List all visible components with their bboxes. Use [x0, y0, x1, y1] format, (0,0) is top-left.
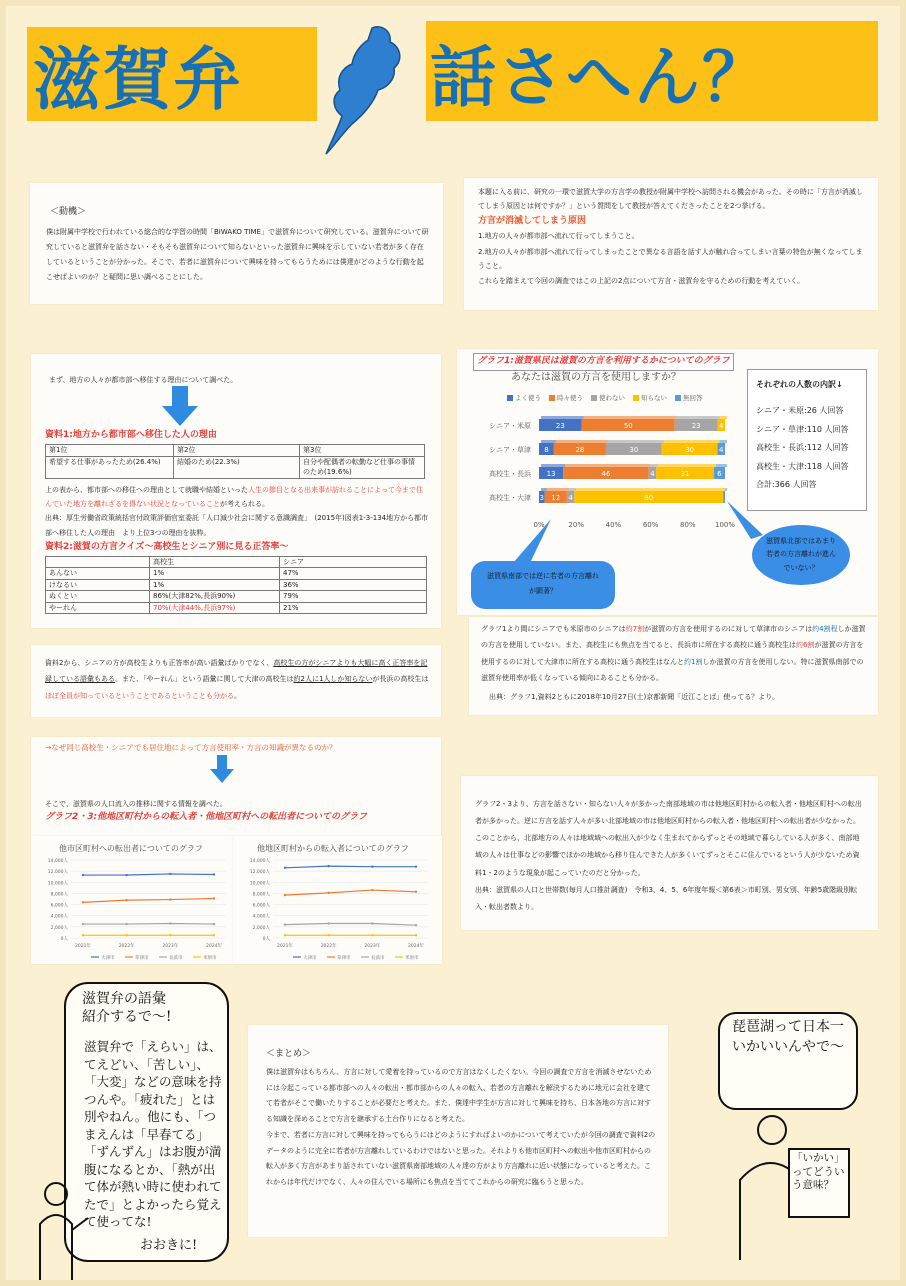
data-point [125, 874, 127, 876]
x-tick-label: 60% [642, 521, 659, 529]
bar-value-label: 6 [717, 470, 722, 478]
breakdown-item: 合計:366 人回答 [756, 479, 817, 489]
legend-label: 草津市 [135, 956, 149, 961]
data-point [82, 934, 84, 936]
bar-value-label: 30 [685, 446, 695, 454]
legend-entry [675, 394, 703, 402]
data-point [284, 894, 286, 896]
y-tick-label: 14,000人 [47, 859, 68, 864]
source2-cell: あんない [46, 568, 150, 580]
legend-swatch [591, 395, 597, 401]
bar-value-label: 23 [691, 422, 701, 430]
legend-label: 大津市 [303, 956, 317, 961]
x-tick-label: 100% [714, 521, 736, 529]
source2-title: 資料2:滋賀の方言クイズ〜高校生とシニア別に見る正答率〜 [45, 541, 289, 552]
legend-swatch [675, 395, 681, 401]
handwritten-vocab-body: 滋賀弁で「えらい」は、てえどい、「苦しい」、「大変」などの意味を持つんや。「疲れた」とは別やねん。他にも、「つまえんは「早春てる」「ずんずん」はお腹が満腹になるとか、「熱が出て体が熱い時に使われてたで」とよかったら覚えて使ってな! [84, 1039, 222, 1229]
bar-value-label: 46 [601, 470, 611, 478]
source2-cell: けなるい [46, 579, 150, 591]
source2-cell: 79% [280, 591, 427, 603]
chart-out-title: 他市区町村への転出者についてのグラフ [59, 844, 203, 853]
x-tick-label: 2023年 [364, 944, 381, 949]
chart-out-svg [31, 854, 233, 964]
legend-swatch [633, 395, 639, 401]
bar-value-label: 12 [551, 494, 561, 502]
graph23-analysis: グラフ2・3より、方言を話さない・知らない人々が多かった南部地域の市は他地区町村からの転入者・他地区町村への転出者が多かった。逆に方言を話す人々が多い北部地域の市は他地区町村からの転入者・他地区町村への転出者が少なかった。このことから、北部地方の人々は地域域への転出入が少なく生まれてからずっとその地域で暮らしている人が多く、南部地域の人々は仕事などの影響でほかの地域から移り住んできた人が多くいてずっとそこに住んでいるという人が少ないため資料1・2のような現象が起こっていたのだと分かった。 [475, 800, 862, 877]
x-tick-label: 40% [605, 521, 622, 529]
y-tick-label: 2,000人 [50, 925, 68, 931]
bar-segment-top [547, 488, 569, 491]
legend-label: 使わない [599, 394, 625, 402]
graph1-title: グラフ1:滋賀県民は滋賀の方言を利用するかについてのグラフ [473, 353, 734, 371]
handwritten-vocab-heading [82, 990, 172, 1026]
data-point [415, 891, 417, 893]
migration-intro: まず、地方の人々が都市部へ移住する理由について調べた。 [49, 376, 238, 384]
breakdown-item: シニア・草津:110 人回答 [756, 424, 849, 434]
x-tick-label: 2021年 [277, 944, 293, 949]
bar-segment-top [658, 464, 716, 467]
legend-label: よく使う [515, 394, 541, 402]
callout-north: 滋賀県北部ではあまり若者の方言離れが進んでいない？ [752, 525, 850, 585]
source2-cell: 1% [150, 579, 280, 591]
summary-paragraph-2: 今まで、若者に方言に対して興味を持ってもらうにはどのようにすればよいのかについて考えていたが今回の調査で資料2のデータのように完全に若者が方言離れしているわけではないと思った。それよりも他市区町村への転出や他市区町村からの転入が多く方言があまり話されていない滋賀県南部地域の人々達の方がより方言離れに近い状態になっていると考えた。これからは年代だけでなく、人々の住んでいる場所にも焦点を当ててこれからの研究に臨もうと思った。 [266, 1130, 656, 1186]
source2-cell: 70%(大津44%,長浜97%) [150, 602, 280, 614]
graph23-text-panel [461, 776, 878, 930]
bar-segment-top [584, 416, 677, 419]
source2-cell: 21% [280, 602, 427, 614]
x-tick-label: 2022年 [320, 944, 337, 949]
x-tick-label: 80% [680, 521, 696, 529]
data-point [169, 898, 171, 900]
data-point [82, 923, 84, 925]
bar-value-label: 4 [719, 422, 724, 430]
source2-cell: 36% [280, 579, 427, 591]
source1-head-3: 第3位 [300, 445, 425, 457]
breakdown-item: 高校生・大津:118 人回答 [756, 461, 849, 471]
bar-segment-top [541, 440, 556, 443]
y-tick-label: 6,000人 [50, 903, 68, 909]
graph1-legend [507, 393, 711, 404]
bar-value-label: 3 [539, 494, 545, 502]
legend-label: 時々使う [557, 394, 583, 402]
source1-cell-1: 希望する仕事があったため(26.4%) [46, 456, 174, 478]
data-point [371, 922, 373, 924]
y-tick-label: 4,000人 [252, 914, 270, 920]
title-left: 滋賀弁 [33, 40, 244, 120]
motive-body: 僕は附属中学校で行われている総合的な学習の時間「BIWAKO TIME」で滋賀弁について研究している。滋賀弁について研究していると滋賀弁を話さない・そもそも滋賀弁について知らないといった滋賀弁に興味を示していない若者が多く存在しているということが分かった。そこで、若者に滋賀弁について興味を持ってもらうためには僕達がどのような行動を起こせばよいのか？と疑問に思い調べることにした。 [46, 227, 429, 281]
y-tick-label: 8,000人 [50, 892, 68, 898]
source1-head-2: 第2位 [174, 445, 300, 457]
x-tick-label: 2024年 [408, 944, 424, 949]
category-label: シニア・米原 [489, 422, 531, 430]
graph1-chart [457, 409, 747, 564]
legend-swatch [549, 395, 555, 401]
graph23-title: グラフ2・3:他地区町村からの転入者・他地区町村への転出者についてのグラフ [45, 812, 367, 823]
breakdown-item: 高校生・長浜:112 人回答 [756, 443, 849, 453]
bar-value-label: 31 [680, 470, 690, 478]
hand-heading-2: 紹介するで〜! [82, 1009, 172, 1026]
summary-paragraph-1: 僕は滋賀弁はもちろん、方言に対して愛着を持っているので方言はなくしたくない。今回の調査で方言を消滅させないためには今起こっている都市部への人々の転出・都市部からの人々の転入、若者の方言離れを解決するために地元に会社を建てて若者がそこで働いたりすることが必要だと考えた。また、僕達中学生が方言に対して興味を持ち、日本各地の方言に対する知識を深めることで方言を継承する土台作りになると考えた。 [266, 1067, 652, 1123]
title-right: 話さへん？ [430, 38, 770, 116]
graph1-question: あなたは滋賀の方言を使用しますか？ [511, 372, 681, 383]
legend-label: 無回答 [683, 394, 703, 402]
x-tick-label: 0% [533, 521, 545, 529]
y-tick-label: 2,000人 [252, 925, 270, 931]
legend-label: 長浜市 [169, 956, 183, 961]
category-label: 高校生・大津 [489, 494, 531, 502]
data-point [415, 924, 417, 926]
data-point [284, 867, 286, 869]
x-tick-label: 20% [568, 521, 584, 529]
legend-label: 米原市 [203, 956, 217, 961]
data-point [169, 934, 171, 936]
bar-value-label: 23 [555, 422, 565, 430]
migration-panel [31, 354, 441, 628]
bar-segment-top [720, 440, 727, 443]
series-line [285, 890, 416, 895]
legend-swatch [507, 395, 513, 401]
y-tick-label: 14,000人 [249, 859, 270, 864]
y-tick-label: 6,000人 [252, 903, 270, 909]
source2-cell: ぬくとい [46, 591, 150, 603]
why-intro: そこで、滋賀県の人口流入の推移に関する情報を調べた。 [45, 800, 227, 809]
intro-conclusion: これらを踏まえて今回の調査ではこの上記の2点について方言・滋賀弁を守るための行動を考えていく。 [478, 276, 805, 285]
legend-label: 長浜市 [371, 956, 385, 961]
handwritten-sign: おおきに! [140, 1238, 198, 1253]
compare-text: 資料2から、シニアの方が高校生よりも正答率が高い語彙ばかりでなく、高校生の方がシニアよりも大幅に高く正答率を記録している語彙もある。また、「やーれん」という語彙に関して大津の高校生は約2人に1人しか知らないが長浜の高校生はほぼ全員が知っているということであるということも分かる。 [45, 659, 429, 700]
bar-segment-top [651, 464, 658, 467]
data-point [284, 934, 286, 936]
graph1-text-panel [469, 617, 878, 715]
data-point [82, 874, 84, 876]
graph1-panel [457, 349, 878, 615]
data-point [415, 865, 417, 867]
data-point [371, 865, 373, 867]
data-point [125, 899, 127, 901]
bar-segment-top [565, 464, 651, 467]
series-line [83, 898, 214, 902]
x-tick-label: 2023年 [162, 944, 179, 949]
series-line [83, 874, 214, 875]
category-label: シニア・草津 [489, 446, 531, 454]
data-point [371, 889, 373, 891]
source2-cell: 1% [150, 568, 280, 580]
shiga-map-icon [312, 20, 422, 160]
source1-cell-2: 結婚のため(22.3%) [174, 456, 300, 478]
data-point [169, 873, 171, 875]
data-point [327, 922, 329, 924]
y-tick-label: 10,000人 [47, 881, 68, 887]
source2-cell: 86%(大津82%,長浜90%) [150, 591, 280, 603]
intro-heading: 方言が消滅してしまう原因 [478, 215, 587, 226]
legend-entry [591, 394, 625, 402]
bar-segment-top [541, 464, 565, 467]
data-point [327, 892, 329, 894]
summary-panel [248, 1025, 668, 1237]
why-question: →なぜ同じ高校生・シニアでも居住地によって方言使用率・方言の知識が異なるのか？ [45, 743, 337, 752]
legend-label: 草津市 [337, 956, 351, 961]
chart-in-title: 他地区町村からの転入者についてのグラフ [257, 844, 409, 853]
data-point [284, 923, 286, 925]
source2-table [45, 556, 427, 615]
source1-title: 資料1:地方から都市部へ移住した人の理由 [45, 430, 217, 441]
motive-heading: ＜動機＞ [50, 207, 87, 217]
bar-segment-top [556, 440, 608, 443]
summary-heading: ＜まとめ＞ [266, 1049, 312, 1059]
x-tick-label: 2021年 [75, 944, 91, 949]
bar-segment-top [664, 440, 720, 443]
series-line [285, 924, 416, 926]
source1-head-1: 第1位 [46, 445, 174, 457]
migration-analysis: 上の表から、都市部への移住への理由として就職や結婚といった人生の節目となる出来事が訪れることによって今まで住んでいた地方を離れざるを得ない状況となっていることが考えられる。 [45, 485, 423, 508]
callout-north-pointer [725, 501, 765, 541]
line-chart-panel-1 [31, 836, 233, 964]
breakdown-title: それぞれの人数の内訳↓ [756, 380, 843, 389]
graph1-citation: 出典：グラフ1,資料2ともに2018年10月27日(土)京都新聞「近江ことば」使ってる？より。 [489, 692, 780, 701]
y-tick-label: 8,000人 [252, 892, 270, 898]
bar-value-label: 30 [629, 446, 639, 454]
breakdown-item: シニア・米原:26 人回答 [756, 406, 844, 416]
line-chart-panel-2 [233, 836, 442, 964]
data-point [213, 923, 215, 925]
data-point [213, 897, 215, 899]
data-point [371, 934, 373, 936]
graph1-analysis: グラフ1より間にシニアでも米原市のシニアは約7割が滋賀の方言を使用するのに対して草津市のシニアは約4割程しか滋賀の方言を使用していない。また、高校生にも焦点を当てると、長浜市に所在する高校に通う高校生は約6割が滋賀の方言を使用するのに対して大津市に所在する高校に通う高校生はなんと約1割しか滋賀の方言を使用しない。特に滋賀県南部での滋賀弁使用率が低くなっている傾向にあることも分かる。 [481, 625, 866, 683]
bar-value-label: 8 [544, 446, 549, 454]
bar-segment-top [716, 464, 727, 467]
source1-table [45, 444, 425, 479]
legend-label: 米原市 [405, 956, 419, 961]
category-label: 高校生・長浜 [489, 470, 531, 478]
bar-segment-top [608, 440, 664, 443]
why-panel [31, 737, 441, 837]
title-banner-left [27, 27, 317, 121]
legend-label: 大津市 [101, 956, 115, 961]
y-tick-label: 12,000人 [249, 870, 270, 876]
bar-value-label: 4 [568, 494, 573, 502]
series-line [285, 866, 416, 868]
intro-reason-1: 1.地方の人々が都市部へ流れて行ってしまうこと。 [478, 232, 639, 241]
x-tick-label: 2022年 [118, 944, 135, 949]
y-tick-label: 10,000人 [249, 881, 270, 887]
stick-figure-left [26, 1180, 96, 1280]
source2-cell: 47% [280, 568, 427, 580]
bar-value-label: 4 [719, 446, 724, 454]
series-line [83, 924, 214, 925]
bar-value-label: 13 [546, 470, 556, 478]
intro-reason-2: 2.地方の人々が都市部へ流れて行ってしまったことで異なる言語を話す人が触れ合ってしまい言葉の特色が無くなってしまうこと。 [478, 247, 863, 271]
source1-cell-3: 自分や配偶者の転勤など仕事の事情のため(19.6%) [300, 456, 425, 478]
y-tick-label: 0人 [60, 937, 68, 942]
intro-panel [464, 178, 878, 310]
data-point [327, 865, 329, 867]
bar-value-label: 50 [623, 422, 633, 430]
bar-segment-top [720, 416, 727, 419]
legend-entry [507, 394, 541, 402]
compare-panel [31, 645, 441, 717]
bar-value-label: 80 [644, 494, 654, 502]
bar-segment-top [677, 416, 720, 419]
source2-cell [46, 556, 150, 568]
data-point [415, 934, 417, 936]
data-point [125, 923, 127, 925]
chart-in-svg [233, 854, 442, 964]
source2-cell: 高校生 [150, 556, 280, 568]
handwritten-question: 「いかい」ってどういう意味？ [792, 1152, 845, 1192]
data-point [213, 873, 215, 875]
legend-label: 知らない [641, 394, 667, 402]
bar-segment-top [541, 488, 547, 491]
x-tick-label: 2024年 [206, 944, 222, 949]
data-point [327, 934, 329, 936]
hand-heading-1: 滋賀弁の語彙 [82, 991, 166, 1007]
data-point [169, 922, 171, 924]
bar-segment-top [541, 416, 584, 419]
bar-segment-top [576, 488, 725, 491]
source2-cell: やーれん [46, 602, 150, 614]
legend-entry [549, 394, 583, 402]
title-banner-right [426, 21, 878, 121]
data-point [125, 934, 127, 936]
source1-citation: 出典：厚生労働省政策統括官付政策評価官室委託「人口減少社会に関する意識調査」 (2015年)図表1-3-134地方から都市部へ移住した人の理由 より上位3つの理由を抜粋。 [45, 514, 429, 537]
y-tick-label: 12,000人 [47, 870, 68, 876]
data-point [82, 901, 84, 903]
callout-south: 滋賀県南部では逆に若者の方言離れが顕著？ [471, 561, 615, 609]
intro-line1: 本題に入る前に、研究の一環で滋賀大学の方言学の教授が附属中学校へ訪問される機会があった。その時に「方言が消滅してしまう原因とは何ですか？」という質問をして教授が答えてくださったことを2つ挙げる。 [478, 188, 863, 211]
breakdown-box [747, 369, 867, 511]
y-tick-label: 4,000人 [50, 914, 68, 920]
graph23-citation: 出典：滋賀県の人口と世帯数(毎月人口推計調査) 令和3、4、5、6年度年報＜第6表＞市町別、男女別、年齢5歳階級別転入・転出者数より。 [475, 885, 858, 911]
callout-south-pointer [507, 519, 557, 569]
handwritten-biwako: 琵琶湖って日本一いかいいんやで〜 [732, 1019, 844, 1055]
bar-segment-top [725, 488, 727, 491]
y-tick-label: 0人 [262, 937, 270, 942]
source2-cell: シニア [280, 556, 427, 568]
legend-entry [633, 394, 667, 402]
bar-value-label: 28 [575, 446, 585, 454]
bar-segment-top [569, 488, 576, 491]
data-point [213, 934, 215, 936]
bar-value-label: 4 [650, 470, 655, 478]
motive-panel [30, 183, 443, 304]
